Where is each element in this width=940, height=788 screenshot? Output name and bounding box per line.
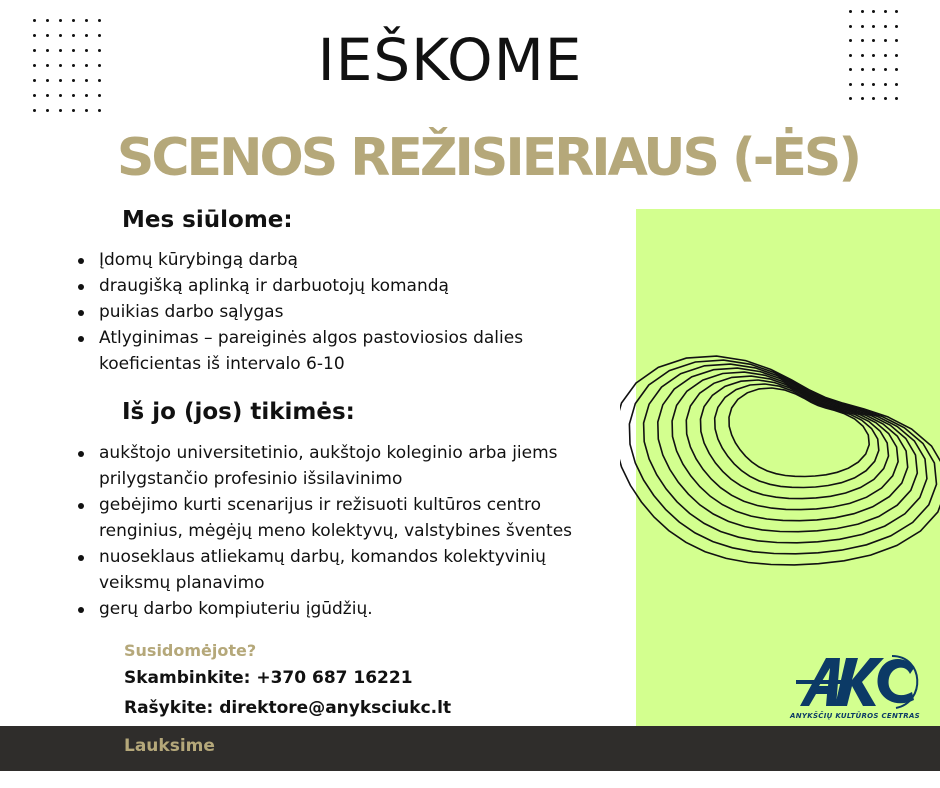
- dot: [59, 19, 62, 22]
- dot: [85, 19, 88, 22]
- dot: [33, 19, 36, 22]
- list-item: puikias darbo sąlygas: [78, 299, 618, 325]
- call-to-action: Susidomėjote?: [124, 641, 257, 660]
- dot: [72, 109, 75, 112]
- list-item: nuoseklaus atliekamų darbų, komandos kolektyvinių veiksmų planavimo: [78, 544, 618, 596]
- dot: [98, 109, 101, 112]
- dot: [849, 97, 852, 100]
- contour-lines-decoration: [620, 260, 940, 680]
- contour-line: [620, 356, 940, 565]
- requirements-list: [78, 440, 618, 622]
- dot: [85, 109, 88, 112]
- dot: [895, 97, 898, 100]
- list-item: draugišką aplinką ir darbuotojų komandą: [78, 273, 618, 299]
- dot: [884, 10, 887, 13]
- dot: [872, 10, 875, 13]
- contour-line: [729, 388, 869, 477]
- position-title: SCENOS REŽISIERIAUS (-ĖS): [116, 128, 860, 188]
- logo-caption: ANYKŠČIŲ KULTŪROS CENTRAS: [789, 712, 920, 720]
- dot: [33, 109, 36, 112]
- dot: [59, 109, 62, 112]
- dot: [895, 10, 898, 13]
- dot: [46, 19, 49, 22]
- dot: [85, 94, 88, 97]
- dot: [72, 19, 75, 22]
- dot: [861, 10, 864, 13]
- contour-line: [701, 380, 889, 499]
- dot: [849, 10, 852, 13]
- requirements-section-title: Iš jo (jos) tikimės:: [122, 399, 355, 425]
- list-item: gebėjimo kurti scenarijus ir režisuoti kultūros centro renginius, mėgėjų meno kolektyvų, valstybines šventes: [78, 492, 618, 544]
- list-item: aukštojo universitetinio, aukštojo koleginio arba jiems prilygstančio profesinio išsilavinimo: [78, 440, 618, 492]
- email-contact: Rašykite: direktore@anyksciukc.lt: [124, 698, 452, 718]
- dot: [872, 97, 875, 100]
- list-item: gerų darbo kompiuteriu įgūdžių.: [78, 596, 618, 622]
- dot: [72, 94, 75, 97]
- list-item: Atlyginimas – pareiginės algos pastoviosios dalies koeficientas iš intervalo 6-10: [78, 325, 618, 377]
- dot: [861, 97, 864, 100]
- dot: [46, 94, 49, 97]
- dot: [46, 109, 49, 112]
- footer-text: Lauksime: [124, 736, 215, 756]
- dot: [33, 94, 36, 97]
- contour-line: [715, 384, 879, 488]
- headline-title: IEŠKOME: [317, 26, 583, 94]
- offer-section-title: Mes siūlome:: [122, 207, 293, 233]
- contour-line: [686, 376, 898, 510]
- dot: [98, 94, 101, 97]
- dot: [884, 97, 887, 100]
- dot: [98, 19, 101, 22]
- phone-contact: Skambinkite: +370 687 16221: [124, 668, 413, 688]
- dot: [59, 94, 62, 97]
- offer-list: [78, 247, 618, 377]
- list-item: Įdomų kūrybingą darbą: [78, 247, 618, 273]
